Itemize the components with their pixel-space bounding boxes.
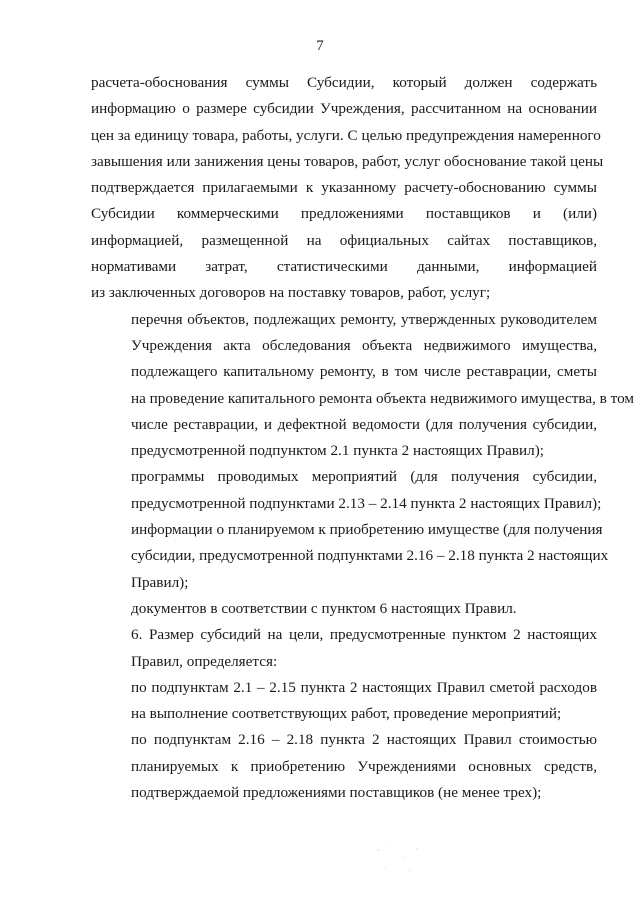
text-line: субсидии, предусмотренной подпунктами 2.16 – 2.18 пункта 2 настоящих bbox=[131, 547, 609, 565]
text-line: цен за единицу товара, работы, услуги. С целью предупреждения намеренного bbox=[91, 126, 601, 144]
text-line: предусмотренной подпунктами 2.13 – 2.14 пункта 2 настоящих Правил); bbox=[131, 494, 602, 512]
text-line: информацию о размере субсидии Учреждения, рассчитанном на основании bbox=[91, 100, 597, 118]
text-line: планируемых к приобретению Учреждениями основных средств, bbox=[131, 757, 597, 775]
text-line: информацией, размещенной на официальных сайтах поставщиков, bbox=[91, 231, 597, 249]
text-line: по подпунктам 2.1 – 2.15 пункта 2 настоящих Правил сметой расходов bbox=[131, 678, 597, 696]
text-line: нормативами затрат, статистическими данными, информацией bbox=[91, 258, 597, 276]
text-line: 6. Размер субсидий на цели, предусмотренные пунктом 2 настоящих bbox=[131, 626, 597, 644]
text-line: из заключенных договоров на поставку товаров, работ, услуг; bbox=[91, 284, 491, 302]
paragraph bbox=[91, 517, 609, 596]
text-line: предусмотренной подпунктом 2.1 пункта 2 настоящих Правил); bbox=[131, 442, 545, 460]
text-line: документов в соответствии с пунктом 6 настоящих Правил. bbox=[131, 599, 517, 617]
text-line: на выполнение соответствующих работ, проведение мероприятий; bbox=[131, 705, 562, 723]
paragraph bbox=[91, 675, 597, 728]
paragraph bbox=[91, 307, 634, 465]
document-body bbox=[91, 70, 634, 806]
text-line: программы проводимых мероприятий (для получения субсидии, bbox=[131, 468, 597, 486]
page-number: 7 bbox=[316, 38, 324, 54]
text-line: перечня объектов, подлежащих ремонту, утвержденных руководителем bbox=[131, 310, 597, 328]
text-line: Правил, определяется: bbox=[131, 652, 278, 670]
paragraph bbox=[91, 727, 597, 806]
text-line: подлежащего капитальному ремонту, в том числе реставрации, сметы bbox=[131, 363, 597, 381]
paragraph bbox=[91, 464, 602, 517]
text-line: на проведение капитального ремонта объекта недвижимого имущества, в том bbox=[131, 389, 634, 407]
text-line: информации о планируемом к приобретению имуществе (для получения bbox=[131, 521, 603, 539]
text-line: Учреждения акта обследования объекта недвижимого имущества, bbox=[131, 336, 597, 354]
text-line: подтверждается прилагаемыми к указанному расчету-обоснованию суммы bbox=[91, 179, 597, 197]
paragraph bbox=[91, 622, 597, 675]
paragraph bbox=[91, 70, 604, 307]
scan-noise bbox=[370, 840, 430, 880]
text-line: завышения или занижения цены товаров, работ, услуг обоснование такой цены bbox=[91, 152, 604, 170]
text-line: числе реставрации, и дефектной ведомости (для получения субсидии, bbox=[131, 415, 597, 433]
text-line: подтверждаемой предложениями поставщиков (не менее трех); bbox=[131, 784, 542, 802]
paragraph bbox=[91, 596, 597, 622]
text-line: Субсидии коммерческими предложениями поставщиков и (или) bbox=[91, 205, 597, 223]
text-line: расчета-обоснования суммы Субсидии, который должен содержать bbox=[91, 74, 597, 91]
text-line: Правил); bbox=[131, 573, 189, 591]
text-line: по подпунктам 2.16 – 2.18 пункта 2 настоящих Правил стоимостью bbox=[131, 731, 597, 749]
